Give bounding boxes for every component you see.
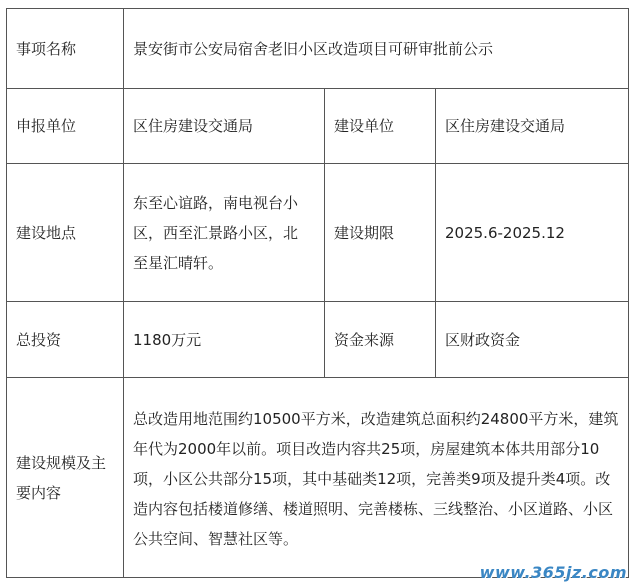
location-line: 东至心谊路，南电视台小 [133, 193, 299, 212]
applicant-value: 区住房建设交通局 [124, 89, 325, 164]
row-location [7, 164, 629, 302]
location-label: 建设地点 [7, 164, 124, 302]
row-project-name [7, 9, 629, 89]
investment-label: 总投资 [7, 302, 124, 378]
period-value: 2025.6-2025.12 [436, 164, 629, 302]
applicant-label: 申报单位 [7, 89, 124, 164]
builder-label: 建设单位 [325, 89, 436, 164]
location-line: 至星汇晴轩。 [133, 253, 224, 272]
period-label: 建设期限 [325, 164, 436, 302]
row-investment [7, 302, 629, 378]
location-value [124, 164, 325, 302]
builder-value: 区住房建设交通局 [436, 89, 629, 164]
scope-label [7, 378, 124, 578]
public-notice-table [6, 8, 629, 578]
row-applicant [7, 89, 629, 164]
scope-label-line: 建设规模及主 [16, 453, 107, 472]
scope-value: 总改造用地范围约10500平方米，改造建筑总面积约24800平方米，建筑年代为2000年以前。项目改造内容共25项，房屋建筑本体共用部分10项，小区公共部分15项，其中基础类12项，完善类9项及提升类4项。改造内容包括楼道修缮、楼道照明、完善楼栋、三线整治、小区道路、小区公共空间、智慧社区等。 [124, 378, 629, 578]
funding-source-label: 资金来源 [325, 302, 436, 378]
project-name-label: 事项名称 [7, 9, 124, 89]
project-name-value: 景安街市公安局宿舍老旧小区改造项目可研审批前公示 [124, 9, 629, 89]
scope-label-line: 要内容 [16, 483, 62, 502]
location-line: 区，西至汇景路小区，北 [133, 223, 299, 242]
funding-source-value: 区财政资金 [436, 302, 629, 378]
row-scope [7, 378, 629, 578]
investment-value: 1180万元 [124, 302, 325, 378]
site-watermark: www.365jz.com [479, 563, 627, 582]
